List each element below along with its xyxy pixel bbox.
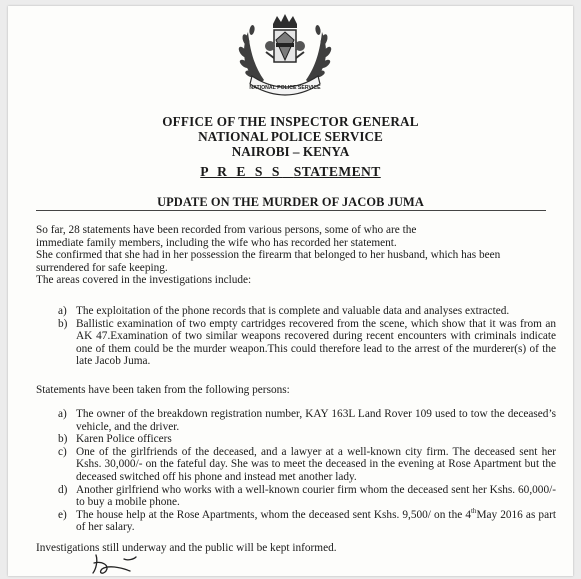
list-item-text: Another girlfriend who works with a well-known courier firm whom the deceased sent her Kshs. 60,000/- to buy a mobile phone. — [76, 483, 556, 509]
list-item-text: The house help at the Rose Apartments, whom the deceased sent Kshs. 9,500/ on the 4 — [76, 508, 471, 521]
service-title: NATIONAL POLICE SERVICE — [198, 129, 383, 144]
list-marker: a) — [58, 305, 67, 317]
superscript: th — [470, 506, 477, 515]
list-marker: c) — [58, 445, 67, 458]
list-item — [36, 484, 556, 509]
statement-word: STATEMENT — [293, 164, 381, 179]
list-item-text: Karen Police officers — [76, 433, 172, 446]
list-item-text: The exploitation of the phone records that is complete and valuable data and analyses extracted. — [76, 305, 510, 317]
press-word: P R E S S — [200, 164, 283, 179]
list-item-text: One of the girlfriends of the deceased, and a lawyer at a well-known city firm. The deceased sent her Kshs. 30,000/- on the fateful day. She was to meet the deceased in the evening at Rose Apartment but the deceased switched off his phone and instead met another lady. — [76, 445, 556, 483]
list-item-text: The owner of the breakdown registration number, KAY 163L Land Rover 109 used to tow the deceased’s vehicle, and the driver. — [76, 408, 556, 433]
list-marker: a) — [58, 408, 67, 420]
list-item — [36, 433, 556, 446]
list-marker: d) — [58, 483, 68, 496]
svg-text:NATIONAL POLICE SERVICE: NATIONAL POLICE SERVICE — [249, 85, 321, 91]
intro-line: So far, 28 statements have been recorded from various persons, some of who are the — [36, 224, 417, 236]
press-statement-heading — [8, 163, 573, 180]
list-item — [36, 446, 556, 484]
intro-paragraph — [36, 224, 556, 287]
location-title: NAIROBI – KENYA — [231, 144, 350, 159]
list-item — [36, 305, 556, 318]
national-police-service-emblem-icon — [230, 10, 340, 96]
list-item-text: May 2016 as part of her salary. — [76, 508, 556, 534]
handwritten-signature-icon — [90, 551, 140, 576]
heading-divider — [36, 210, 546, 211]
subject-heading: UPDATE ON THE MURDER OF JACOB JUMA — [157, 195, 424, 209]
list-item-text: Ballistic examination of two empty cartridges recovered from the scene, which show that it was from an AK 47.Examination of two similar weapons recovered during recent encounters with criminals indicate one of them could be the murder weapon.This could therefore lead to the arrest of the murderer(s) of the late Jacob Juma. — [76, 317, 556, 368]
intro-line: immediate family members, including the wife who has recorded her statement. — [36, 236, 397, 249]
persons-list — [36, 408, 556, 534]
intro-line: She confirmed that she had in her possession the firearm that belonged to her husband, which has been — [36, 249, 501, 262]
list-item — [36, 318, 556, 368]
list-marker: b) — [58, 433, 68, 446]
intro-line: The areas covered in the investigations include: — [36, 274, 252, 287]
list-marker: b) — [58, 317, 68, 330]
statements-intro: Statements have been taken from the following persons: — [36, 384, 290, 396]
closing-line: Investigations still underway and the public will be kept informed. — [36, 542, 337, 554]
list-marker: e) — [58, 508, 67, 521]
office-title: OFFICE OF THE INSPECTOR GENERAL — [162, 114, 419, 129]
list-item — [36, 506, 556, 534]
press-statement-page — [8, 6, 573, 576]
investigation-areas-list — [36, 305, 556, 368]
list-item — [36, 408, 556, 433]
intro-line: surrendered for safe keeping. — [36, 261, 168, 274]
